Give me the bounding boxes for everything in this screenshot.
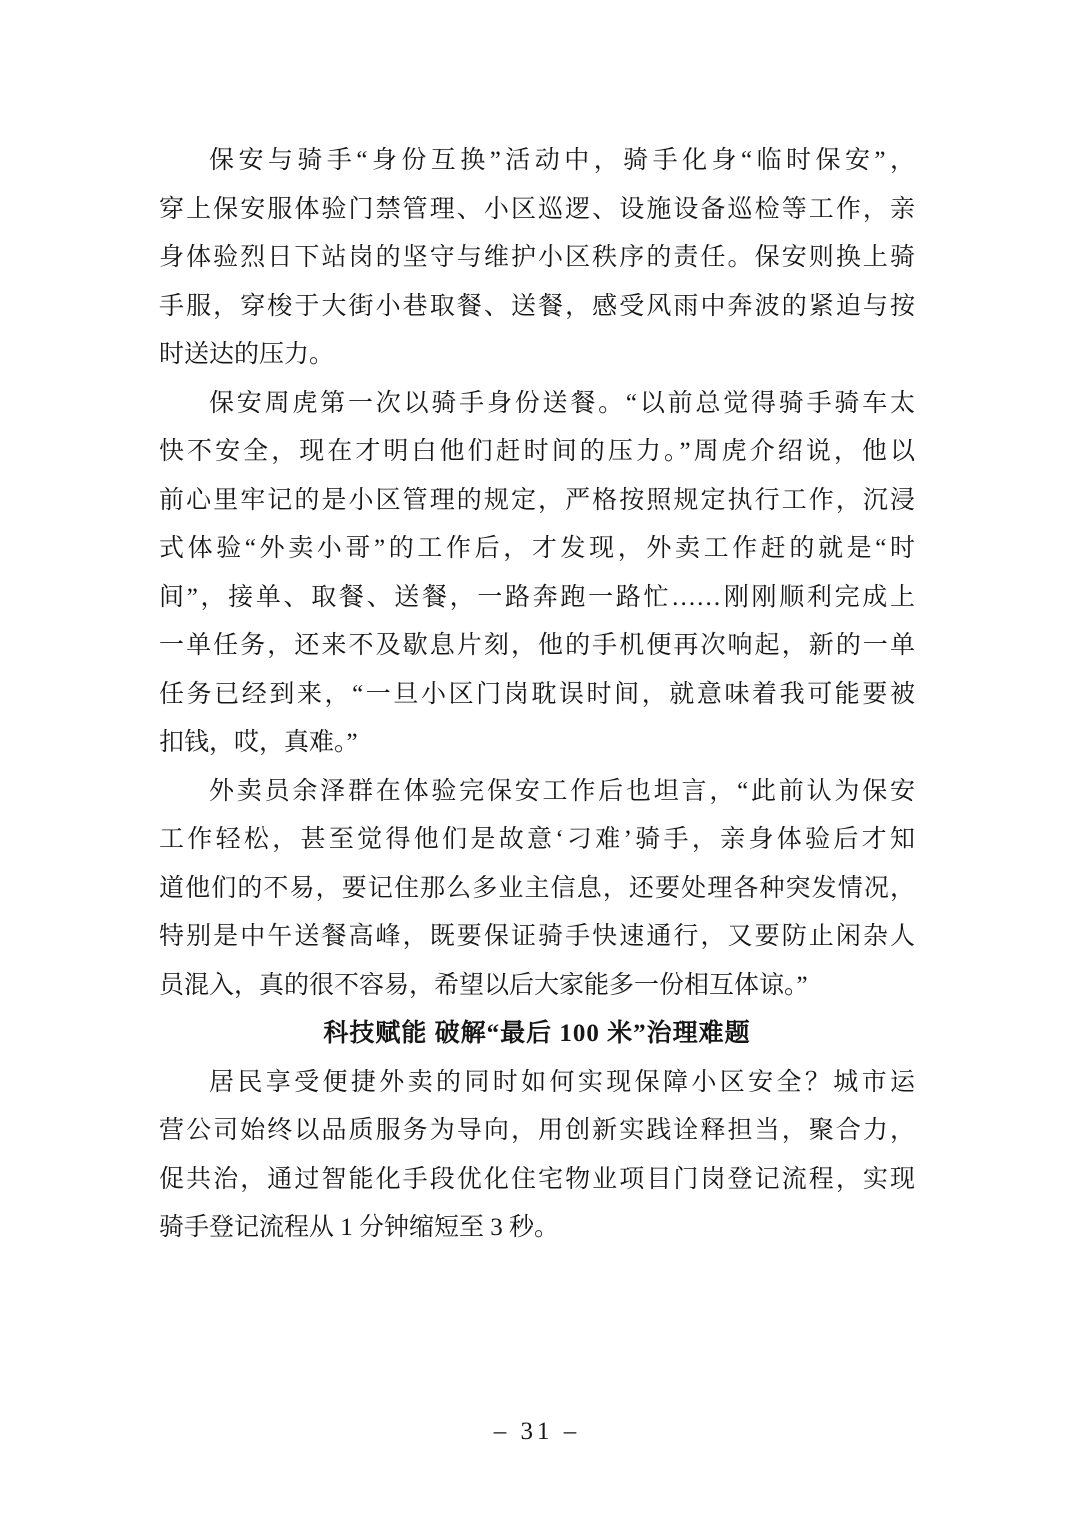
text-line: 时送达的压力。 (159, 341, 335, 368)
text-line: 居民享受便捷外卖的同时如何实现保障小区安全？城市运 (209, 1068, 915, 1096)
text-line: 穿上保安服体验门禁管理、小区巡逻、设施设备巡检等工作，亲 (159, 195, 915, 223)
document-body (159, 137, 915, 1253)
paragraph (159, 768, 915, 1011)
text-line: 特别是中午送餐高峰，既要保证骑手快速通行，又要防止闲杂人 (159, 923, 915, 950)
paragraph (159, 380, 915, 768)
text-line: 任务已经到来，“一旦小区门岗耽误时间，就意味着我可能要被 (159, 680, 915, 708)
text-line: 道他们的不易，要记住那么多业主信息，还要处理各种突发情况， (159, 874, 915, 902)
text-line: 前心里牢记的是小区管理的规定，严格按照规定执行工作，沉浸 (159, 486, 915, 514)
text-line: 扣钱，哎，真难。” (159, 729, 358, 756)
paragraph (159, 137, 915, 380)
text-line: 保安与骑手“身份互换”活动中，骑手化身“临时保安”， (209, 147, 915, 174)
page-number: – 31 – (493, 1418, 581, 1445)
text-line: 营公司始终以品质服务为导向，用创新实践诠释担当，聚合力， (159, 1117, 915, 1144)
text-line: 身体验烈日下站岗的坚守与维护小区秩序的责任。保安则换上骑 (159, 244, 915, 271)
text-line: 工作轻松，甚至觉得他们是故意‘刁难’骑手，亲身体验后才知 (159, 826, 915, 853)
text-line: 骑手登记流程从 1 分钟缩短至 3 秒。 (159, 1214, 560, 1241)
text-line: 员混入，真的很不容易，希望以后大家能多一份相互体谅。” (159, 971, 808, 999)
text-line: 一单任务，还来不及歇息片刻，他的手机便再次响起，新的一单 (159, 632, 915, 659)
section-heading: 科技赋能 破解“最后 100 米”治理难题 (323, 1020, 751, 1047)
text-line: 快不安全，现在才明白他们赶时间的压力。”周虎介绍说，他以 (159, 438, 915, 465)
text-line: 间”，接单、取餐、送餐，一路奔跑一路忙……刚刚顺利完成上 (159, 583, 915, 611)
text-line: 式体验“外卖小哥”的工作后，才发现，外卖工作赶的就是“时 (159, 535, 915, 562)
page-footer (0, 1412, 1074, 1452)
text-line: 外卖员余泽群在体验完保安工作后也坦言，“此前认为保安 (209, 777, 915, 805)
text-line: 促共治，通过智能化手段优化住宅物业项目门岗登记流程，实现 (159, 1165, 915, 1193)
text-line: 保安周虎第一次以骑手身份送餐。“以前总觉得骑手骑车太 (209, 389, 915, 417)
text-line: 手服，穿梭于大街小巷取餐、送餐，感受风雨中奔波的紧迫与按 (159, 292, 915, 320)
paragraph (159, 1059, 915, 1253)
